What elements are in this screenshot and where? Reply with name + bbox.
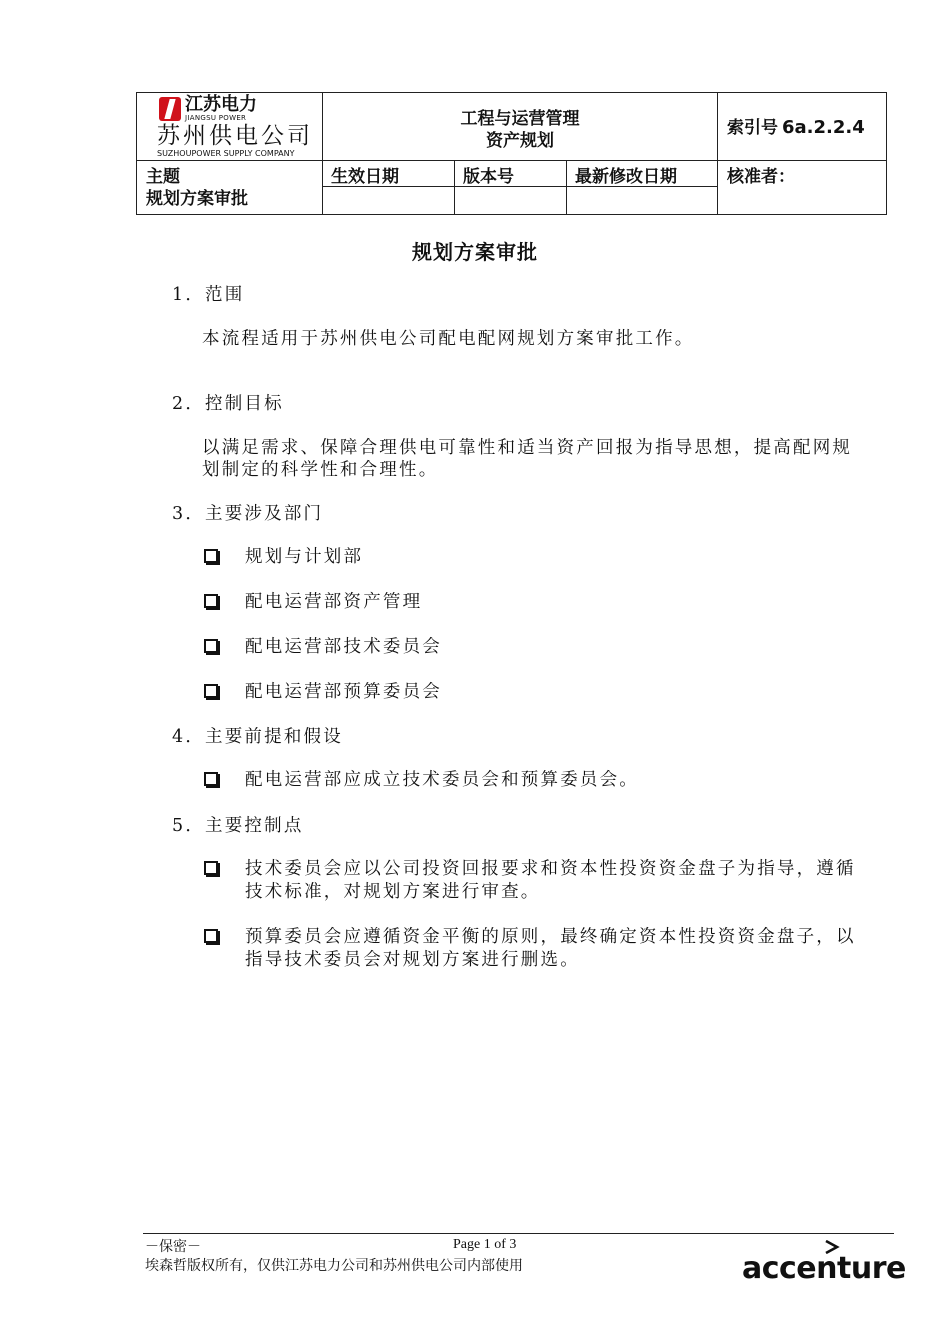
company-logo xyxy=(137,93,322,160)
section-text: 以满足需求、保障合理供电可靠性和适当资产回报为指导思想，提高配网规 xyxy=(202,438,853,458)
checkbox-bullet-icon xyxy=(204,594,218,608)
section-heading: 2．控制目标 xyxy=(172,394,284,414)
logo-brand-cn: 江苏电力 xyxy=(185,94,257,115)
table-divider xyxy=(136,160,887,161)
footer-divider xyxy=(143,1233,894,1234)
checkbox-bullet-icon xyxy=(204,929,218,943)
subject-label: 主题 xyxy=(146,167,180,187)
accenture-logo-text: accenture xyxy=(742,1251,906,1286)
last-modified-label: 最新修改日期 xyxy=(575,167,677,187)
section-heading: 1．范围 xyxy=(172,285,245,305)
section-text: 划制定的科学性和合理性。 xyxy=(202,460,439,480)
index-value: 6a.2.2.4 xyxy=(782,117,865,138)
approver-label: 核准者： xyxy=(727,167,795,187)
logo-company-en: SUZHOUPOWER SUPPLY COMPANY xyxy=(157,149,295,158)
list-item: 配电运营部应成立技术委员会和预算委员会。 xyxy=(245,770,639,790)
logo-mark-icon xyxy=(159,97,181,121)
header-center-line1: 工程与运营管理 xyxy=(460,109,580,129)
effective-date-label: 生效日期 xyxy=(331,167,399,187)
list-item: 配电运营部预算委员会 xyxy=(245,682,442,702)
section-heading: 3．主要涉及部门 xyxy=(172,504,324,524)
list-item: 预算委员会应遵循资金平衡的原则，最终确定资本性投资资金盘子，以 xyxy=(245,927,856,947)
section-heading: 5．主要控制点 xyxy=(172,816,304,836)
section-heading: 4．主要前提和假设 xyxy=(172,727,343,747)
index-number xyxy=(727,117,865,139)
footer-page-number: Page 1 of 3 xyxy=(453,1237,517,1252)
checkbox-bullet-icon xyxy=(204,684,218,698)
index-label: 索引号 xyxy=(727,118,778,138)
list-item: 指导技术委员会对规划方案进行删选。 xyxy=(245,950,580,970)
subject-value: 规划方案审批 xyxy=(146,189,248,209)
logo-brand-en: JIANGSU POWER xyxy=(185,114,247,122)
checkbox-bullet-icon xyxy=(204,639,218,653)
version-label: 版本号 xyxy=(463,167,514,187)
header-center-line2: 资产规划 xyxy=(486,131,554,151)
logo-company-cn: 苏州供电公司 xyxy=(157,123,313,149)
list-item: 技术标准，对规划方案进行审查。 xyxy=(245,882,541,902)
section-text: 本流程适用于苏州供电公司配电配网规划方案审批工作。 xyxy=(202,329,695,349)
footer-copyright: 埃森哲版权所有，仅供江苏电力公司和苏州供电公司内部使用 xyxy=(145,1258,523,1274)
document-title: 规划方案审批 xyxy=(412,240,538,264)
footer-confidential: －保密－ xyxy=(145,1239,201,1255)
checkbox-bullet-icon xyxy=(204,549,218,563)
checkbox-bullet-icon xyxy=(204,772,218,786)
list-item: 配电运营部资产管理 xyxy=(245,592,423,612)
list-item: 规划与计划部 xyxy=(245,547,364,567)
list-item: 技术委员会应以公司投资回报要求和资本性投资资金盘子为指导，遵循 xyxy=(245,859,856,879)
table-divider xyxy=(454,160,455,215)
checkbox-bullet-icon xyxy=(204,861,218,875)
list-item: 配电运营部技术委员会 xyxy=(245,637,442,657)
accenture-logo xyxy=(740,1240,906,1290)
table-divider xyxy=(566,160,567,215)
